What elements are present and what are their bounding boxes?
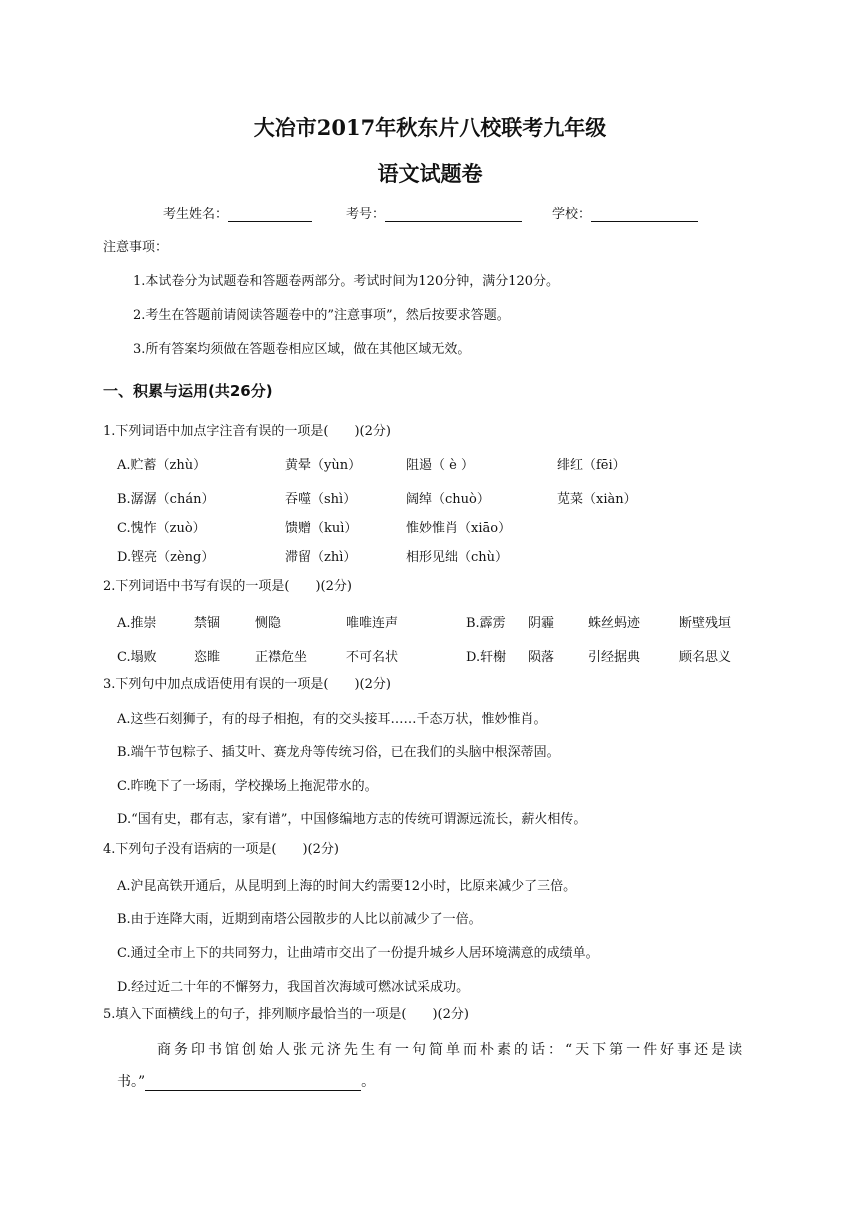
option-line: A.沪昆高铁开通后，从昆明到上海的时间大约需要12小时，比原来减少了三倍。	[117, 879, 577, 894]
option-line: B.由于连降大雨，近期到南塔公园散步的人比以前减少了一倍。	[117, 912, 482, 927]
option-cell: A.推崇	[117, 616, 157, 631]
name-field	[163, 203, 312, 222]
option-cell: 引经据典	[588, 650, 641, 665]
option-cell: C.塌败	[117, 650, 157, 665]
option-line: D.经过近二十年的不懈努力，我国首次海域可燃冰试采成功。	[117, 980, 470, 995]
option-cell: 馈赠（kuì）	[285, 521, 358, 536]
notice-heading: 注意事项：	[103, 240, 169, 255]
id-field	[346, 203, 522, 222]
question-stem: 1.下列词语中加点字注音有误的一项是( )(2分)	[103, 424, 391, 439]
school-label: 学校：	[552, 207, 592, 222]
option-cell: 黄晕（yùn）	[285, 458, 362, 473]
option-cell: 绯红（fēi）	[557, 458, 626, 473]
fill-blank	[145, 1076, 361, 1091]
option-cell: C.愧怍（zuò）	[117, 521, 206, 536]
question-stem: 3.下列句中加点成语使用有误的一项是( )(2分)	[103, 677, 391, 692]
option-cell: 顾名思义	[679, 650, 732, 665]
notice-item: 1.本试卷分为试题卷和答题卷两部分。考试时间为120分钟，满分120分。	[133, 274, 560, 289]
option-cell: 唯唯连声	[346, 616, 399, 631]
option-cell: B.潺潺（chán）	[117, 492, 215, 507]
option-cell: 阴霾	[528, 616, 555, 631]
passage-text: 书。”	[117, 1074, 146, 1090]
option-cell: A.贮蓄（zhù）	[117, 458, 207, 473]
option-cell: D.轩榭	[466, 650, 507, 665]
option-line: A.这些石刻狮子，有的母子相抱，有的交头接耳……千态万状，惟妙惟肖。	[117, 712, 547, 727]
option-line: C.昨晚下了一场雨，学校操场上拖泥带水的。	[117, 779, 378, 794]
notice-item: 2.考生在答题前请阅读答题卷中的”注意事项”，然后按要求答题。	[133, 308, 510, 323]
option-line: B.端午节包粽子、插艾叶、赛龙舟等传统习俗，已在我们的头脑中根深蒂固。	[117, 745, 560, 760]
option-cell: 正襟危坐	[255, 650, 308, 665]
option-cell: 惟妙惟肖（xiāo）	[406, 521, 512, 536]
option-cell: 阔绰（chuò）	[406, 492, 490, 507]
question-stem: 2.下列词语中书写有误的一项是( )(2分)	[103, 579, 352, 594]
passage-text: 。	[361, 1074, 376, 1090]
question-stem: 5.填入下面横线上的句子，排列顺序最恰当的一项是( )(2分)	[103, 1007, 469, 1022]
name-label: 考生姓名：	[163, 207, 229, 222]
school-blank	[591, 207, 698, 222]
option-cell: 阻遏（ è ）	[406, 458, 474, 473]
option-cell: D.铿亮（zèng）	[117, 550, 215, 565]
option-cell: 相形见绌（chù）	[406, 550, 509, 565]
option-line: D.“国有史，郡有志，家有谱”，中国修编地方志的传统可谓源远流长，薪火相传。	[117, 812, 587, 827]
option-cell: 滞留（zhì）	[285, 550, 357, 565]
option-cell: 恻隐	[255, 616, 282, 631]
passage-line	[117, 1071, 375, 1091]
option-cell: 蛛丝蚂迹	[588, 616, 641, 631]
passage-line: 商务印书馆创始人张元济先生有一句简单而朴素的话：“天下第一件好事还是读	[157, 1042, 746, 1058]
option-cell: 断壁残垣	[679, 616, 732, 631]
option-cell: 苋菜（xiàn）	[557, 492, 637, 507]
option-cell: 恣睢	[194, 650, 221, 665]
option-cell: 禁锢	[194, 616, 221, 631]
question-stem: 4.下列句子没有语病的一项是( )(2分)	[103, 842, 339, 857]
school-field	[552, 203, 698, 222]
exam-title: 大冶市2017年秋东片八校联考九年级	[253, 115, 607, 140]
id-blank	[385, 207, 522, 222]
option-line: C.通过全市上下的共同努力，让曲靖市交出了一份提升城乡人居环境满意的成绩单。	[117, 946, 599, 961]
notice-item: 3.所有答案均须做在答题卷相应区域，做在其他区域无效。	[133, 342, 471, 357]
name-blank	[228, 207, 312, 222]
section-heading: 一、积累与运用(共26分)	[103, 382, 273, 400]
id-label: 考号：	[346, 207, 386, 222]
exam-subtitle: 语文试题卷	[377, 161, 483, 186]
option-cell: 吞噬（shì）	[285, 492, 357, 507]
option-cell: 陨落	[528, 650, 555, 665]
option-cell: B.霹雳	[466, 616, 506, 631]
option-cell: 不可名状	[346, 650, 399, 665]
